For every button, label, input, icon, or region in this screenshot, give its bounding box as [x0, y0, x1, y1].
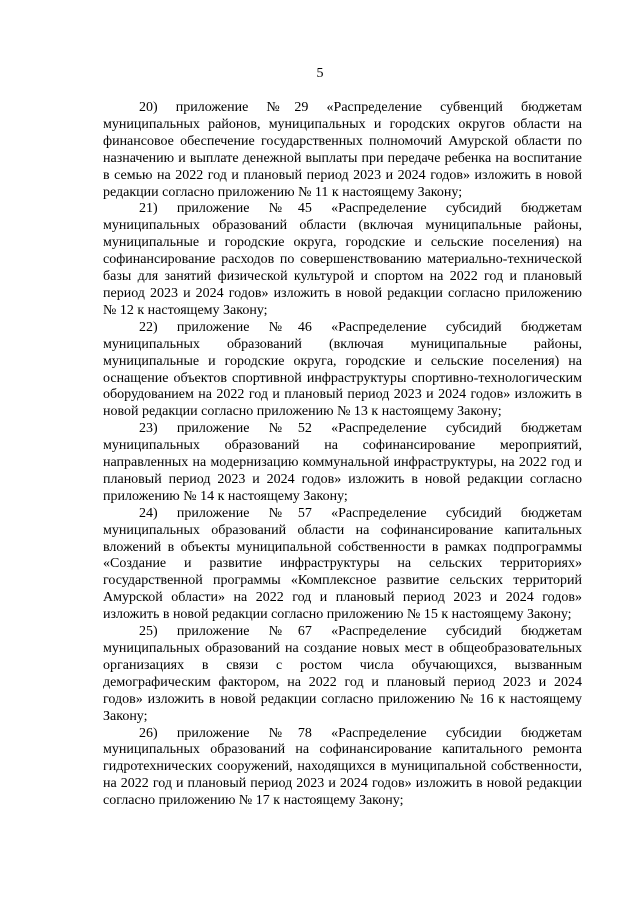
document-body [103, 100, 582, 810]
paragraph-item-26: 26) приложение № 78 «Распределение субсидии бюджетам муниципальных образований на софинансирование капитального ремонта гидротехнических сооружений, находящихся в муниципальной собственности, на 2022 год и плановый период 2023 и 2024 годов» изложить в новой редакции согласно приложению № 17 к настоящему Закону; [103, 725, 582, 809]
paragraph-item-20: 20) приложение № 29 «Распределение субвенций бюджетам муниципальных районов, муниципальных и городских округов области на финансовое обеспечение государственных полномочий Амурской области по назначению и выплате денежной выплаты при передаче ребенка на воспитание в семью на 2022 год и плановый период 2023 и 2024 годов» изложить в новой редакции согласно приложению № 11 к настоящему Закону; [103, 100, 582, 200]
paragraph-item-22: 22) приложение № 46 «Распределение субсидий бюджетам муниципальных образований (включая муниципальные районы, муниципальные и городские округа, городские и сельские поселения) на оснащение объектов спортивной инфраструктуры спортивно-технологическим оборудованием на 2022 год и плановый период 2023 и 2024 годов» изложить в новой редакции согласно приложению № 13 к настоящему Закону; [103, 319, 582, 420]
paragraph-item-23: 23) приложение № 52 «Распределение субсидий бюджетам муниципальных образований на софинансирование мероприятий, направленных на модернизацию коммунальной инфраструктуры, на 2022 год и плановый период 2023 и 2024 годов» изложить в новой редакции согласно приложению № 14 к настоящему Закону; [103, 421, 582, 504]
paragraph-item-25: 25) приложение № 67 «Распределение субсидий бюджетам муниципальных образований на создание новых мест в общеобразовательных организациях в связи с ростом числа обучающихся, вызванным демографическим фактором, на 2022 год и плановый период 2023 и 2024 годов» изложить в новой редакции согласно приложению № 16 к настоящему Закону; [103, 624, 582, 724]
paragraph-item-24: 24) приложение № 57 «Распределение субсидий бюджетам муниципальных образований области на софинансирование капитальных вложений в объекты муниципальной собственности в рамках подпрограммы «Создание и развитие инфраструктуры на сельских территориях» государственной программы «Комплексное развитие сельских территорий Амурской области» на 2022 год и плановый период 2023 и 2024 годов» изложить в новой редакции согласно приложению № 15 к настоящему Закону; [103, 505, 582, 623]
page-number: 5 [316, 66, 324, 81]
paragraph-item-21: 21) приложение № 45 «Распределение субсидий бюджетам муниципальных образований области (включая муниципальные районы, муниципальные и городские округа, городские и сельские поселения) на софинансирование расходов по совершенствованию материально-технической базы для занятий физической культурой и спортом на 2022 год и плановый период 2023 и 2024 годов» изложить в новой редакции согласно приложению № 12 к настоящему Закону; [103, 201, 582, 318]
